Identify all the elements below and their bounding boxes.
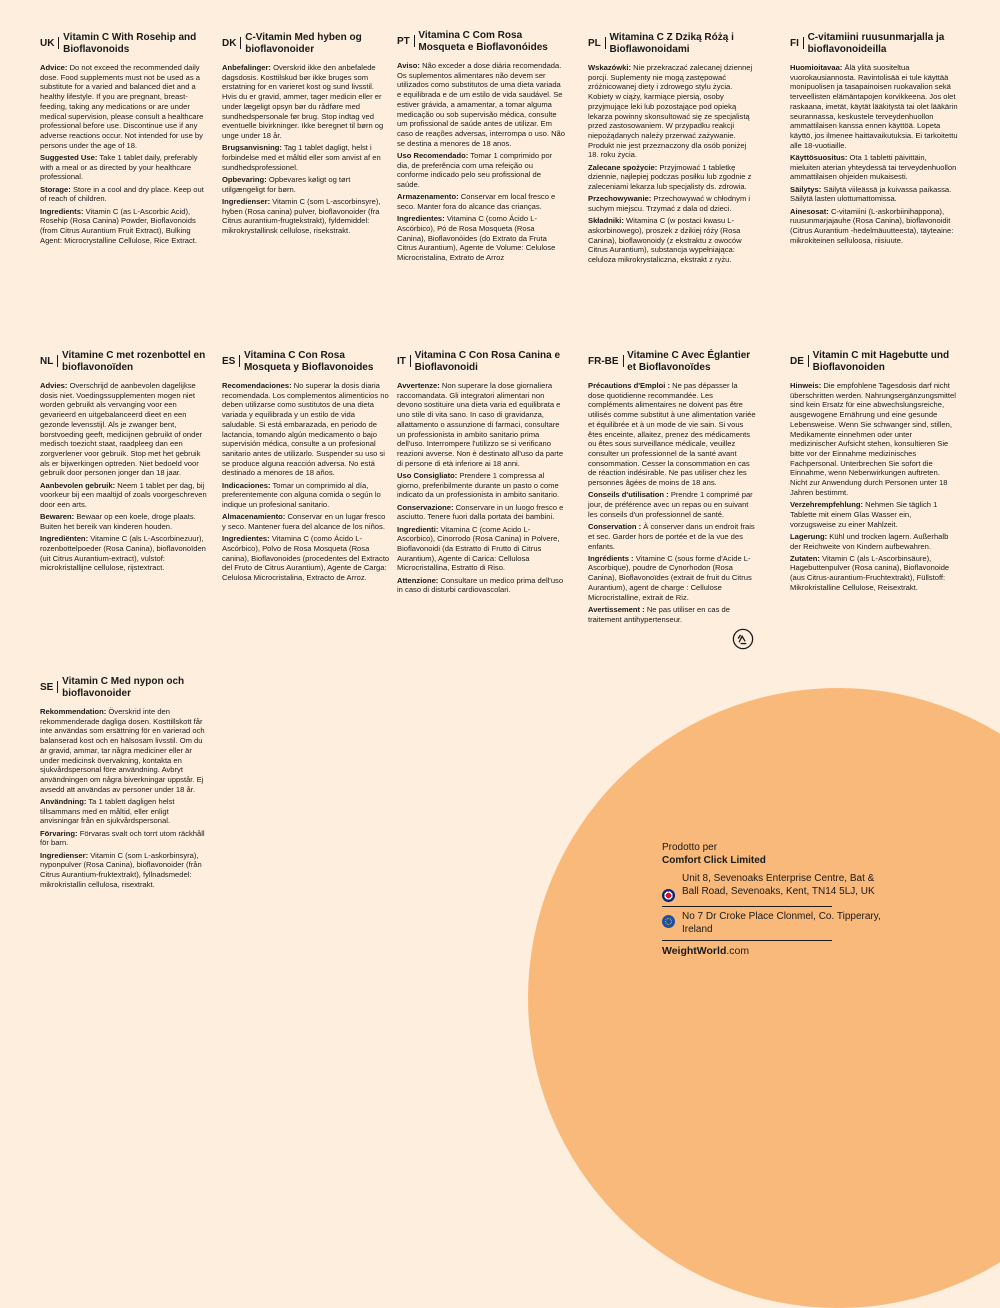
paragraph-heading: Suggested Use: <box>40 152 98 162</box>
paragraph-text: Ota 1 tabletti päivittäin, mieluiten aterian yhteydessä tai terveydenhuollon ammattilaisen ohjeiden mukaisesti. <box>790 152 957 182</box>
paragraph-heading: Zutaten: <box>790 553 820 563</box>
header-divider <box>240 37 241 49</box>
paragraph-text: Vitamine C (sous forme d'Acide L-Ascorbique), poudre de Cynorhodon (Rosa Canina), Bioflavonoïdes (extrait de fruit du Citrus Aurantium), agent de charge : Cellulose Microcristalline, extrait de Riz. <box>588 553 752 602</box>
label-paragraph <box>790 532 958 551</box>
paragraph-text: Opbevares køligt og tørt utilgængeligt for børn. <box>222 174 351 194</box>
paragraph-text: Przechowywać w chłodnym i suchym miejscu. Trzymać z dala od dzieci. <box>588 194 751 214</box>
section-header <box>397 350 565 373</box>
produced-by-label: Prodotto per <box>662 842 718 853</box>
label-paragraph <box>222 143 390 172</box>
label-paragraph <box>397 192 565 211</box>
paragraph-text: Overschrijd de aanbevolen dagelijkse dosis niet. Voedingssupplementen mogen niet worden gebruikt als vervanging voor een gevarieerd en uitgebalanceerd dieet en een gezonde levensstijl. Als je zwanger bent, borstvoeding geeft, medicijnen gebruikt of onder medisch toezicht staat, raadpleeg dan een zorgverlener voor gebruik. Stop met het gebruik als er bijwerkingen optreden. Niet bedoeld voor gebruik door personen jonger dan 18 jaar. <box>40 381 203 478</box>
section-header <box>397 30 565 53</box>
product-title: Vitamina C Con Rosa Mosqueta y Bioflavonoides <box>243 350 374 373</box>
paragraph-heading: Uso Consigliato: <box>397 470 458 480</box>
paragraph-heading: Verzehrempfehlung: <box>790 500 863 510</box>
section-header <box>40 350 208 373</box>
paragraph-text: Conservare in un luogo fresco e asciutto. Tenere fuori dalla portata dei bambini. <box>397 502 564 522</box>
section-header <box>40 676 208 699</box>
product-title: Vitamin C mit Hagebutte und Bioflavonoiden <box>812 350 950 373</box>
label-paragraph <box>588 554 756 603</box>
section-pl <box>588 32 756 267</box>
paragraph-text: Vitamin C (as L-Ascorbic Acid), Rosehip (Rosa Canina) Powder, Bioflavonoids (from Citrus Aurantium Fruit Extract), Bulking Agent: Microcrystalline Cellulose, Rice Extract. <box>40 206 197 245</box>
label-paragraph <box>397 214 565 263</box>
language-code: FI <box>790 38 799 49</box>
label-paragraph <box>588 522 756 551</box>
paragraph-heading: Armazenamento: <box>397 192 459 202</box>
paragraph-text: Vitamin C (als L-Ascorbinsäure), Hagebuttenpulver (Rosa canina), Bioflavonoide (aus Citrus-aurantium-Fruchtextrakt), Füllstoff: Mikrokristalline Cellulose, Reisextrakt. <box>790 553 950 592</box>
paragraph-heading: Opbevaring: <box>222 174 267 184</box>
divider <box>662 940 832 941</box>
paragraph-text: Ta 1 tablett dagligen helst tillsammans med en måltid, eller enligt anvisningar från en sjukvårdspersonal. <box>40 796 175 826</box>
address-uk-text: Unit 8, Sevenoaks Enterprise Centre, Bat & Ball Road, Sevenoaks, Kent, TN14 5LJ, UK <box>682 873 875 897</box>
label-paragraph <box>397 471 565 500</box>
section-frbe <box>588 350 756 627</box>
paragraph-heading: Ingredienser: <box>222 196 271 206</box>
website-tld: .com <box>726 945 750 957</box>
paragraph-heading: Ainesosat: <box>790 206 829 216</box>
paragraph-heading: Wskazówki: <box>588 63 632 72</box>
paragraph-heading: Uso Recomendado: <box>397 150 469 160</box>
label-paragraph <box>397 151 565 190</box>
section-header <box>588 32 756 55</box>
paragraph-heading: Conseils d'utilisation : <box>588 490 669 500</box>
language-code: IT <box>397 356 406 367</box>
header-divider <box>410 355 411 367</box>
paragraph-text: Store in a cool and dry place. Keep out of reach of children. <box>40 184 204 204</box>
language-code: PL <box>588 38 601 49</box>
label-paragraph <box>40 481 208 510</box>
label-paragraph <box>790 63 958 150</box>
header-divider <box>239 355 240 367</box>
label-paragraph <box>588 216 756 265</box>
paragraph-heading: Förvaring: <box>40 828 78 838</box>
label-paragraph <box>40 707 208 794</box>
company-name: Comfort Click Limited <box>662 854 766 866</box>
header-divider <box>803 37 804 49</box>
paragraph-text: Prendre 1 comprimé par jour, de préférence avec un repas ou en suivant les conseils d'un professionnel de santé. <box>588 490 753 519</box>
section-de <box>790 350 958 595</box>
paragraph-heading: Användning: <box>40 796 87 806</box>
label-paragraph <box>40 829 208 848</box>
paragraph-heading: Aviso: <box>397 61 420 70</box>
label-paragraph <box>222 512 390 531</box>
product-title: Vitamin C With Rosehip and Bioflavonoids <box>63 32 197 55</box>
label-paragraph <box>222 175 390 194</box>
paragraph-heading: Ingrédients : <box>588 553 634 563</box>
address-ie-text: No 7 Dr Croke Place Clonmel, Co. Tipperary, Ireland <box>682 911 881 935</box>
product-title: Vitamine C Avec Églantier et Bioflavonoïdes <box>627 350 751 373</box>
paragraph-text: Neem 1 tablet per dag, bij voorkeur bij een maaltijd of zoals voorgeschreven door een arts. <box>40 480 207 510</box>
label-paragraph <box>40 207 208 246</box>
product-title: Witamina C Z Dziką Różą i Bioflawonoidami <box>609 32 734 55</box>
paragraph-text: Vitamin C (som L-askorbinsyra), nyponpulver (Rosa Canina), bioflavonoider (från Citrus Aurantium-fruktextrakt), fyllnadsmedel: mikrokristallin cellulosa, risextrakt. <box>40 850 202 889</box>
paragraph-text: Säilytä viileässä ja kuivassa paikassa. Säilytä lasten ulottumattomissa. <box>790 184 952 204</box>
paragraph-heading: Conservation : <box>588 522 642 532</box>
label-paragraph <box>588 194 756 213</box>
section-pt <box>397 30 565 265</box>
paragraph-text: Overskrid ikke den anbefalede dagsdosis. Kosttilskud bør ikke bruges som erstatning for en varieret kost og sund livsstil. Hvis du er gravid, ammer, tager medicin eller er under lægeligt opsyn bør du rådføre med sundhedspersonale før brug. Stop indtag ved eventuelle bivirkninger. Ikke beregnet til børn og unge under 18 år. <box>222 63 384 141</box>
paragraph-heading: Huomioitavaa: <box>790 63 843 72</box>
label-paragraph <box>588 381 756 488</box>
paragraph-heading: Składniki: <box>588 216 624 226</box>
label-paragraph <box>790 381 958 498</box>
paragraph-heading: Avvertenze: <box>397 381 440 390</box>
header-divider <box>808 355 809 367</box>
label-paragraph <box>588 490 756 519</box>
section-es <box>222 350 390 585</box>
paragraph-text: Prendere 1 compressa al giorno, preferibilmente durante un pasto o come indicato da un professionista in ambito sanitario. <box>397 470 560 500</box>
paragraph-heading: Ingredienser: <box>40 850 89 860</box>
language-code: UK <box>40 38 55 49</box>
paragraph-text: Överskrid inte den rekommenderade dagliga dosen. Kosttillskott får inte användas som ersättning för en varierad och balanserad kost och en hälsosam livsstil. Om du är gravid, ammar, tar några mediciner eller är under medicinsk övervakning, kontakta en sjukvårdspersonal före användning. Avbryt användningen om några biverkningar uppstår. Ej avsedd att användas av personer under 18 år. <box>40 707 205 794</box>
paragraph-heading: Aanbevolen gebruik: <box>40 480 116 490</box>
label-paragraph <box>222 63 390 141</box>
label-paragraph <box>40 63 208 150</box>
paragraph-heading: Recomendaciones: <box>222 381 292 390</box>
section-it <box>397 350 565 598</box>
paragraph-text: Não exceder a dose diária recomendada. Os suplementos alimentares não devem ser utilizados como substitutos de uma dieta variada e equilibrada e de um estilo de vida saudável. Se estiver grávida, a amamentar, a tomar alguma medicação ou sob supervisão médica, consulte um profissional de saúde antes de utilizar. Em caso de reações adversas, interrompa o uso. Não se destina a menores de 18 anos. <box>397 61 565 148</box>
language-code: SE <box>40 682 54 693</box>
paragraph-text: Vitamina C (como Ácido L-Ascórbico), Polvo de Rosa Mosqueta (Rosa canina), Bioflavonoides (procedentes del Extracto del Fruto de Citrus Aurantium), Agente de Carga: Celulosa Microcristalina, Extracto de Arroz. <box>222 534 390 583</box>
paragraph-text: Vitamina C (come Acido L-Ascorbico), Cinorrodo (Rosa Canina) in Polvere, Bioflavonoidi (da Estratto di Frutto di Citrus Aurantium), Agente di Carica: Cellulosa Microcristallina, Estratto di Riso. <box>397 524 560 573</box>
header-divider <box>58 37 59 49</box>
section-nl <box>40 350 208 576</box>
section-header <box>790 350 958 373</box>
paragraph-heading: Bewaren: <box>40 512 75 522</box>
header-divider <box>57 355 58 367</box>
paragraph-heading: Attenzione: <box>397 575 439 585</box>
eu-flag-icon <box>662 915 675 928</box>
paragraph-heading: Ingredienti: <box>397 524 439 534</box>
language-code: FR-BE <box>588 356 619 367</box>
website-brand: WeightWorld <box>662 945 727 957</box>
label-paragraph <box>40 185 208 204</box>
paragraph-heading: Brugsanvisning: <box>222 143 282 153</box>
label-paragraph <box>40 381 208 478</box>
language-code: PT <box>397 36 410 47</box>
section-header <box>790 32 958 55</box>
paragraph-heading: Käyttösuositus: <box>790 152 848 162</box>
paragraph-text: Die empfohlene Tagesdosis darf nicht überschritten werden. Nahrungsergänzungsmittel sind kein Ersatz für eine abwechslungsreiche, ausgewogene Ernährung und eine gesunde Lebensweise. Wenn Sie schwanger sind, stillen, Medikamente einnehmen oder unter medizinischer Aufsicht stehen, konsultieren Sie bitte vor der Einnahme medizinisches Fachpersonal. Unterbrechen Sie sofort die Einnahme, wenn Nebenwirkungen auftreten. Nicht zur Anwendung durch Personen unter 18 Jahren bestimmt. <box>790 381 956 497</box>
header-divider <box>57 681 58 693</box>
paragraph-text: Take 1 tablet daily, preferably with a meal or as directed by your healthcare professional. <box>40 152 198 182</box>
paragraph-text: Tomar 1 comprimido por dia, de preferência com uma refeição ou conforme indicado pelo seu profissional de saúde. <box>397 150 553 190</box>
product-title: Vitamina C Con Rosa Canina e Bioflavonoidi <box>414 350 561 373</box>
paragraph-text: No superar la dosis diaria recomendada. Los complementos alimenticios no deben utilizarse como sustitutos de una dieta variada y equilibrada y un estilo de vida saludable. Si está embarazada, en periodo de lactancia, tomando algún medicamento o bajo supervisión médica, consulte a un profesional sanitario antes de utilizarlo. Suspender su uso si se produce alguna reacción adversa. No está destinado a menores de 18 años. <box>222 381 389 478</box>
paragraph-heading: Almacenamiento: <box>222 512 286 522</box>
label-paragraph <box>40 797 208 826</box>
section-header <box>222 350 390 373</box>
paragraph-text: Nehmen Sie täglich 1 Tablette mit einem Glas Wasser ein, vorzugsweise zu einer Mahlzeit. <box>790 500 938 529</box>
product-title: Vitamina C Com Rosa Mosqueta e Bioflavonóides <box>418 30 548 53</box>
product-title: C-vitamiini ruusunmarjalla ja bioflavonoideilla <box>807 32 945 55</box>
paragraph-heading: Advies: <box>40 381 68 390</box>
paragraph-text: Conservar em local fresco e seco. Manter fora do alcance das crianças. <box>397 192 556 212</box>
divider <box>662 906 832 907</box>
language-code: DK <box>222 38 237 49</box>
label-paragraph <box>588 163 756 192</box>
label-paragraph <box>222 197 390 236</box>
label-paragraph <box>397 503 565 522</box>
paragraph-heading: Ingredientes: <box>222 534 270 544</box>
header-divider <box>414 35 415 47</box>
label-paragraph <box>222 481 390 510</box>
paragraph-text: Tomar un comprimido al día, preferentemente con alguna comida o según lo indique un profesional sanitario. <box>222 480 381 510</box>
paragraph-heading: Hinweis: <box>790 381 822 390</box>
address-ie <box>662 911 892 936</box>
paragraph-text: C-vitamiini (L-askorbiinihappona), ruusunmarjajauhe (Rosa Canina), bioflavonoidit (Citrus Aurantium -hedelmäuutteesta), täyteaine: mikrokiteinen selluloosa, riisiuute. <box>790 206 954 245</box>
product-title: C-Vitamin Med hyben og bioflavonoider <box>245 32 362 55</box>
manufacturer-info <box>662 842 892 958</box>
label-paragraph <box>790 153 958 182</box>
paragraph-text: Witamina C (w postaci kwasu L-askorbinowego), proszek z dzikiej róży (Rosa Canina), bioflawonoidy (z ekstraktu z owoców Citrus Aurantium), substancja wypełniająca: celuloza mikrokrystaliczna, ekstrakt z ryżu. <box>588 216 742 265</box>
paragraph-heading: Ingredients: <box>40 206 84 216</box>
label-paragraph <box>40 153 208 182</box>
product-title: Vitamine C met rozenbottel en bioflavonoïden <box>62 350 206 373</box>
label-paragraph <box>588 605 756 624</box>
paragraph-text: Nie przekraczać zalecanej dziennej porcji. Suplementy nie mogą zastępować zróżnicowanej diety i zdrowego stylu życia. Kobiety w ciąży, karmiące piersią, osoby przyjmujące leki lub pozostające pod opieką lekarza powinny skonsultować się ze specjalistą przed zastosowaniem. W przypadku reakcji niepożądanych należy przerwać zażywanie. Produkt nie jest przeznaczony dla osób poniżej 18. roku życia. <box>588 63 753 160</box>
paragraph-text: Tag 1 tablet dagligt, helst i forbindelse med et måltid eller som anvist af en sundhedsprofessionel. <box>222 143 381 172</box>
paragraph-heading: Ingrediënten: <box>40 534 89 544</box>
section-dk <box>222 32 390 238</box>
paragraph-text: Älä ylitä suositeltua vuorokausiannosta. Ravintolisää ei tule käyttää monipuolisen ja tasapainoisen ruokavalion sekä terveellisten elämäntapojen korvikkeena. Jos olet raskaana, imetät, käytät lääkitystä tai olet lääkärin seurannassa, keskustele terveydenhuollon ammattilaisen kanssa ennen käyttöä. Lopeta käyttö, jos ilmenee haittavaikutuksia. Ei tarkoitettu alle 18-vuotiaille. <box>790 63 958 150</box>
paragraph-text: Förvaras svalt och torrt utom räckhåll för barn. <box>40 828 205 848</box>
label-paragraph <box>40 534 208 573</box>
section-fi <box>790 32 958 248</box>
label-paragraph <box>397 525 565 574</box>
uk-flag-icon <box>662 889 675 902</box>
recycle-icon <box>732 628 754 650</box>
orange-circle-decoration <box>528 688 1000 1308</box>
paragraph-text: Conservar en un lugar fresco y seco. Mantener fuera del alcance de los niños. <box>222 512 386 532</box>
paragraph-text: Vitamine C (als L-Ascorbinezuur), rozenbottelpoeder (Rosa Canina), bioflavonoïden (uit Citrus Aurantium-extract), vulstof: microkristallijne cellulose, rijstextract. <box>40 534 206 573</box>
paragraph-text: Ne pas utiliser en cas de traitement antihypertenseur. <box>588 604 730 624</box>
section-header <box>222 32 390 55</box>
label-paragraph <box>790 500 958 529</box>
paragraph-heading: Avertissement : <box>588 604 645 614</box>
paragraph-heading: Przechowywanie: <box>588 194 652 204</box>
paragraph-text: Vitamin C (som L-ascorbinsyre), hyben (Rosa canina) pulver, bioflavonoider (fra Citrus aurantium-frugtekstrakt), fyldemiddel: mikrokrystallinsk cellulose, risekstrakt. <box>222 196 381 235</box>
paragraph-heading: Indicaciones: <box>222 480 271 490</box>
address-uk <box>662 873 892 902</box>
paragraph-text: Przyjmować 1 tabletkę dziennie, najlepiej podczas posiłku lub zgodnie z zaleceniami lekarza lub specjalisty ds. zdrowia. <box>588 162 752 192</box>
paragraph-heading: Rekommendation: <box>40 707 107 716</box>
label-paragraph <box>222 381 390 478</box>
website <box>662 945 892 958</box>
section-header <box>588 350 756 373</box>
paragraph-heading: Lagerung: <box>790 531 828 541</box>
paragraph-heading: Zalecane spożycie: <box>588 162 658 172</box>
label-paragraph <box>397 61 565 148</box>
header-divider <box>623 355 624 367</box>
label-paragraph <box>588 63 756 160</box>
product-title: Vitamin C Med nypon och bioflavonoider <box>62 676 185 699</box>
label-paragraph <box>790 554 958 593</box>
section-header <box>40 32 208 55</box>
label-paragraph <box>397 576 565 595</box>
paragraph-text: Vitamina C (como Ácido L-Ascórbico), Pó de Rosa Mosqueta (Rosa Canina), Bioflavonóides (do Extrato da Fruta Citrus Aurantium), Agente de Volume: Celulose Microcristalina, Extrato de Arroz <box>397 214 556 263</box>
section-se <box>40 676 208 892</box>
label-paragraph <box>397 381 565 468</box>
label-paragraph <box>790 185 958 204</box>
paragraph-text: Kühl und trocken lagern. Außerhalb der Reichweite von Kindern aufbewahren. <box>790 531 949 551</box>
paragraph-heading: Storage: <box>40 184 71 194</box>
label-paragraph <box>40 851 208 890</box>
label-paragraph <box>790 207 958 246</box>
paragraph-heading: Säilytys: <box>790 184 822 194</box>
paragraph-text: Bewaar op een koele, droge plaats. Buiten het bereik van kinderen houden. <box>40 512 196 532</box>
paragraph-heading: Advice: <box>40 63 68 72</box>
label-paragraph <box>222 534 390 583</box>
paragraph-text: À conserver dans un endroit frais et sec. Garder hors de portée et de la vue des enfants. <box>588 522 755 551</box>
language-code: DE <box>790 356 804 367</box>
paragraph-heading: Anbefalinger: <box>222 63 271 72</box>
paragraph-text: Ne pas dépasser la dose quotidienne recommandée. Les compléments alimentaires ne doivent pas être utilisés comme substitut à une alimentation variée et équilibrée et à un mode de vie sain. Si vous êtes enceinte, allaitez, prenez des médicaments ou êtes sous surveillance médicale, veuillez consulter un professionnel de la santé avant consommation. Cesser la consommation en cas de réaction indésirable. Ne pas utiliser chez les personnes âgées de moins de 18 ans. <box>588 381 756 488</box>
paragraph-heading: Ingredientes: <box>397 214 445 224</box>
label-paragraph <box>40 512 208 531</box>
header-divider <box>605 37 606 49</box>
language-code: ES <box>222 356 236 367</box>
language-code: NL <box>40 356 54 367</box>
paragraph-text: Do not exceed the recommended daily dose. Food supplements must not be used as a substitute for a varied and balanced diet and a healthy lifestyle. If you are pregnant, breast-feeding, taking any medications or are under medical supervision, please consult a healthcare professional before use. Discontinue use if any adverse reactions occur. Not intended for use by persons under the age of 18. <box>40 63 204 150</box>
paragraph-heading: Précautions d'Emploi : <box>588 381 670 390</box>
paragraph-text: Consultare un medico prima dell'uso in caso di disturbi cardiovascolari. <box>397 575 564 595</box>
paragraph-heading: Conservazione: <box>397 502 454 512</box>
section-uk <box>40 32 208 248</box>
paragraph-text: Non superare la dose giornaliera raccomandata. Gli integratori alimentari non devono sostituire una dieta varia ed equilibrata e uno stile di vita sano. In caso di gravidanza, allattamento o assunzione di farmaci, consultare un professionista in ambito sanitario prima dell'uso. Interrompere l'utilizzo se si verificano reazioni avverse. Non è destinato all'uso da parte di persone di età inferiore ai 18 anni. <box>397 381 564 468</box>
